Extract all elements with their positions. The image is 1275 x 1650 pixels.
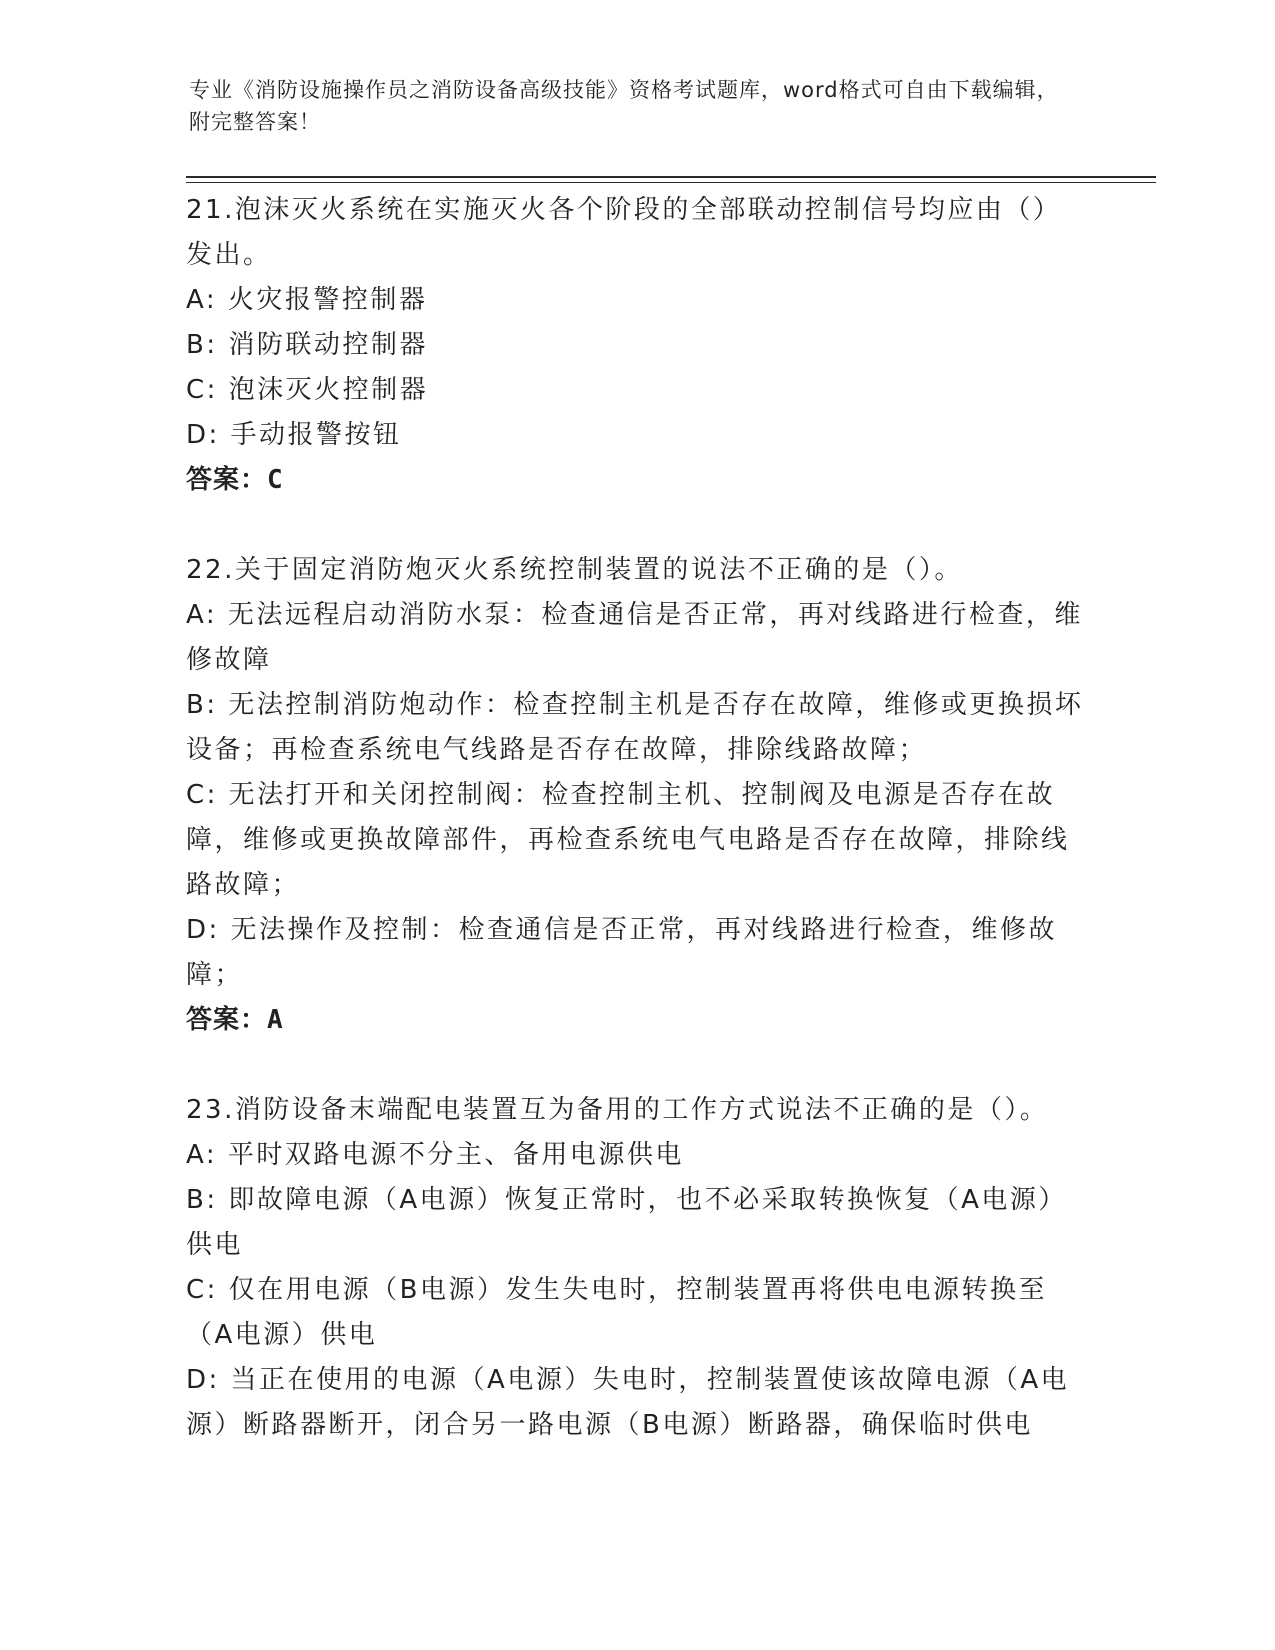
option-b: B: 消防联动控制器 [186, 330, 428, 360]
answer: 答案：C [186, 465, 284, 495]
option-a: A: 火灾报警控制器 [186, 285, 428, 315]
question-stem: 21.泡沫灭火系统在实施灭火各个阶段的全部联动控制信号均应由（）发出。 [186, 195, 1062, 270]
option-d: D: 手动报警按钮 [186, 420, 402, 450]
question-22 [186, 548, 1086, 1043]
document-header: 专业《消防设施操作员之消防设备高级技能》资格考试题库，word格式可自由下载编辑，附完整答案！ [189, 78, 1059, 134]
question-stem: 23.消防设备末端配电装置互为备用的工作方式说法不正确的是（）。 [186, 1095, 1049, 1125]
option-b: B: 即故障电源（A电源）恢复正常时，也不必采取转换恢复（A电源）供电 [186, 1185, 1067, 1260]
option-d: D: 无法操作及控制：检查通信是否正常，再对线路进行检查，维修故障； [186, 915, 1058, 990]
option-c: C: 仅在用电源（B电源）发生失电时，控制装置再将供电电源转换至（A电源）供电 [186, 1275, 1048, 1350]
question-23 [186, 1088, 1086, 1448]
header-divider-thin [186, 182, 1156, 183]
header-divider-thick [186, 176, 1156, 178]
question-stem: 22.关于固定消防炮灭火系统控制装置的说法不正确的是（）。 [186, 555, 963, 585]
answer: 答案：A [186, 1005, 284, 1035]
option-d: D: 当正在使用的电源（A电源）失电时，控制装置使该故障电源（A电源）断路器断开，闭合另一路电源（B电源）断路器，确保临时供电 [186, 1365, 1070, 1440]
option-a: A: 平时双路电源不分主、备用电源供电 [186, 1140, 684, 1170]
question-21 [186, 188, 1086, 503]
option-c: C: 泡沫灭火控制器 [186, 375, 429, 405]
option-b: B: 无法控制消防炮动作：检查控制主机是否存在故障，维修或更换损坏设备；再检查系统电气线路是否存在故障，排除线路故障； [186, 690, 1084, 765]
option-a: A: 无法远程启动消防水泵：检查通信是否正常，再对线路进行检查，维修故障 [186, 600, 1083, 675]
option-c: C: 无法打开和关闭控制阀：检查控制主机、控制阀及电源是否存在故障，维修或更换故障部件，再检查系统电气电路是否存在故障，排除线路故障； [186, 780, 1070, 900]
question-list [186, 188, 1086, 1448]
